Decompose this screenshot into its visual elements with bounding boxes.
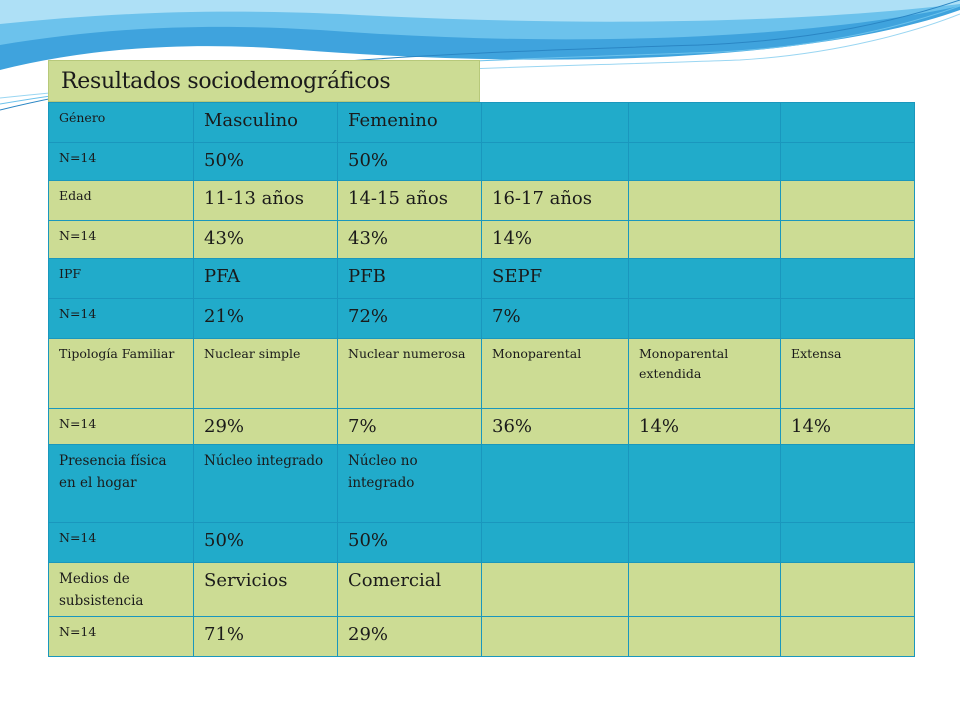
table-cell: PFA: [194, 259, 338, 299]
table-cell: [629, 617, 781, 657]
table-cell: [629, 181, 781, 221]
table-cell: Extensa: [781, 339, 915, 409]
table-cell: 72%: [338, 299, 482, 339]
table-cell: [781, 523, 915, 563]
table-cell: SEPF: [482, 259, 629, 299]
table-cell: 50%: [338, 523, 482, 563]
table-cell: [482, 563, 629, 617]
table-cell: [629, 299, 781, 339]
table-row: [49, 563, 915, 617]
table-cell: Tipología Familiar: [49, 339, 194, 409]
table-cell: [781, 103, 915, 143]
table-row: [49, 445, 915, 523]
table-cell: [629, 523, 781, 563]
table-cell: [482, 143, 629, 181]
table-cell: [781, 299, 915, 339]
table-row: [49, 617, 915, 657]
table-cell: 43%: [194, 221, 338, 259]
table-cell: 16-17 años: [482, 181, 629, 221]
table-cell: 29%: [194, 409, 338, 445]
table-cell: [482, 523, 629, 563]
table-cell: [482, 617, 629, 657]
table-row: [49, 299, 915, 339]
table-cell: 36%: [482, 409, 629, 445]
table-cell: Femenino: [338, 103, 482, 143]
sociodemographic-results-table: [48, 102, 915, 657]
table-cell: [781, 221, 915, 259]
table-cell: N=14: [49, 221, 194, 259]
table-cell: [482, 103, 629, 143]
table-cell: Medios de subsistencia: [49, 563, 194, 617]
table-cell: [482, 445, 629, 523]
table-cell: 7%: [338, 409, 482, 445]
table-cell: Monoparental: [482, 339, 629, 409]
table-cell: Comercial: [338, 563, 482, 617]
table-cell: Monoparental extendida: [629, 339, 781, 409]
table-cell: N=14: [49, 143, 194, 181]
table-cell: Núcleo no integrado: [338, 445, 482, 523]
table-cell: 50%: [194, 523, 338, 563]
table-row: [49, 181, 915, 221]
table-row: [49, 339, 915, 409]
table-cell: [781, 445, 915, 523]
table-cell: 7%: [482, 299, 629, 339]
table-cell: 21%: [194, 299, 338, 339]
table-cell: [781, 143, 915, 181]
table-row: [49, 143, 915, 181]
table-cell: [629, 445, 781, 523]
table-cell: 29%: [338, 617, 482, 657]
table-cell: N=14: [49, 409, 194, 445]
table-cell: Género: [49, 103, 194, 143]
table-cell: 14%: [629, 409, 781, 445]
table-cell: Servicios: [194, 563, 338, 617]
table-cell: Nuclear simple: [194, 339, 338, 409]
slide-title: Resultados sociodemográficos: [48, 60, 480, 102]
table-cell: 50%: [338, 143, 482, 181]
table-cell: Núcleo integrado: [194, 445, 338, 523]
table-cell: [781, 181, 915, 221]
table-cell: [781, 259, 915, 299]
table-cell: [781, 617, 915, 657]
table-cell: Nuclear numerosa: [338, 339, 482, 409]
table-cell: [629, 563, 781, 617]
table-row: [49, 259, 915, 299]
table-cell: Presencia física en el hogar: [49, 445, 194, 523]
table-row: [49, 523, 915, 563]
table-cell: PFB: [338, 259, 482, 299]
table-row: [49, 221, 915, 259]
table-cell: 14-15 años: [338, 181, 482, 221]
table-cell: 43%: [338, 221, 482, 259]
table-cell: IPF: [49, 259, 194, 299]
table-cell: N=14: [49, 617, 194, 657]
table-cell: Masculino: [194, 103, 338, 143]
table-cell: [629, 143, 781, 181]
table-cell: 14%: [781, 409, 915, 445]
table-cell: 50%: [194, 143, 338, 181]
table-cell: Edad: [49, 181, 194, 221]
table-cell: 14%: [482, 221, 629, 259]
table-cell: [629, 259, 781, 299]
table-row: [49, 103, 915, 143]
table-cell: 71%: [194, 617, 338, 657]
table-cell: N=14: [49, 523, 194, 563]
table-cell: [629, 221, 781, 259]
table-cell: 11-13 años: [194, 181, 338, 221]
table-cell: [629, 103, 781, 143]
table-cell: N=14: [49, 299, 194, 339]
table-cell: [781, 563, 915, 617]
table-row: [49, 409, 915, 445]
